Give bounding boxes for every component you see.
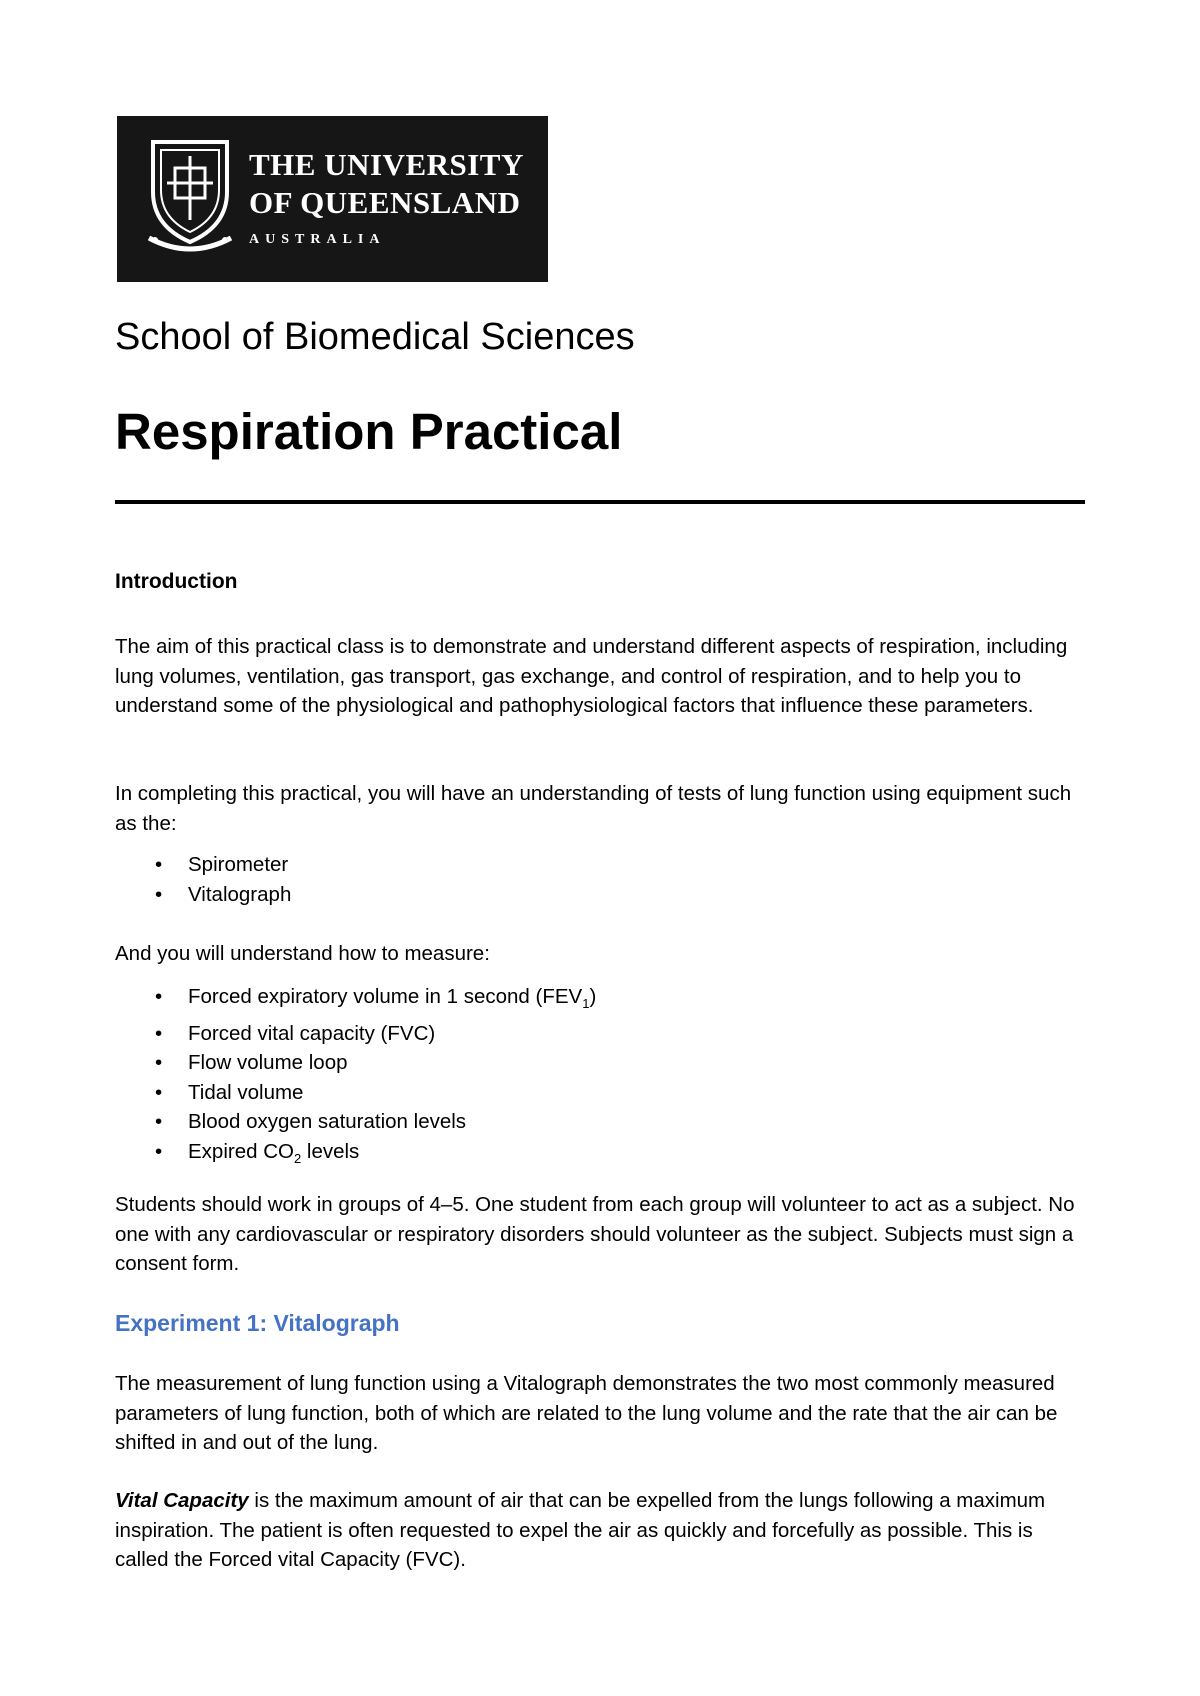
list-item: • Vitalograph: [115, 880, 291, 910]
intro-paragraph-4: Students should work in groups of 4–5. One student from each group will volunteer to act as a subject. No one with any cardiovascular or respiratory disorders should volunteer as the subject. Subjects must sign a consent form.: [115, 1193, 1075, 1275]
title-divider: [115, 500, 1085, 504]
list-item-tail: levels: [301, 1139, 360, 1163]
list-item: • Forced vital capacity (FVC): [115, 1019, 596, 1049]
logo-wordmark: [249, 146, 524, 248]
list-item: [115, 982, 596, 1019]
list-item-text: Forced expiratory volume in 1 second (FEV: [188, 985, 583, 1008]
introduction-heading: Introduction: [115, 570, 238, 593]
intro-paragraph-3: And you will understand how to measure:: [115, 942, 490, 965]
vital-capacity-term: Vital Capacity: [115, 1489, 249, 1512]
intro-paragraph-1: The aim of this practical class is to demonstrate and understand different aspects of respiration, including lung volumes, ventilation, gas transport, gas exchange, and control of respiration, and to help you to understand some of the physiological and pathophysiological factors that influence these parameters.: [115, 635, 1068, 717]
experiment-1-heading: Experiment 1: Vitalograph: [115, 1310, 400, 1336]
logo-line-3: AUSTRALIA: [249, 232, 386, 247]
list-item: • Flow volume loop: [115, 1048, 596, 1078]
experiment-1-paragraph-2: [115, 1486, 1085, 1575]
experiment-1-paragraph-1: The measurement of lung function using a Vitalograph demonstrates the two most commonly measured parameters of lung function, both of which are related to the lung volume and the rate that the air can be shifted in and out of the lung.: [115, 1372, 1058, 1454]
list-item-text: Expired CO: [188, 1139, 294, 1163]
list-item: [115, 1137, 596, 1174]
list-item-tail: ): [589, 985, 597, 1008]
measures-list: [115, 982, 596, 1173]
school-name: School of Biomedical Sciences: [115, 316, 635, 358]
logo-line-1: THE UNIVERSITY: [249, 147, 524, 182]
paragraph-text: is the maximum amount of air that can be expelled from the lungs following a maximum inspiration. The patient is often requested to expel the air as quickly and forcefully as possible. This is called the Forced vital Capacity (FVC).: [115, 1489, 1046, 1571]
subscript: 2: [293, 1150, 302, 1166]
list-item: • Blood oxygen saturation levels: [115, 1107, 596, 1137]
crest-icon: [145, 134, 235, 262]
equipment-list: [115, 850, 291, 909]
subscript: 1: [582, 996, 590, 1012]
university-logo: [117, 116, 548, 282]
intro-paragraph-2: In completing this practical, you will have an understanding of tests of lung function using equipment such as the:: [115, 782, 1072, 835]
list-item: • Spirometer: [115, 850, 291, 880]
logo-line-2: OF QUEENSLAND: [249, 185, 521, 220]
list-item: • Tidal volume: [115, 1078, 596, 1108]
document-title: Respiration Practical: [115, 403, 623, 460]
